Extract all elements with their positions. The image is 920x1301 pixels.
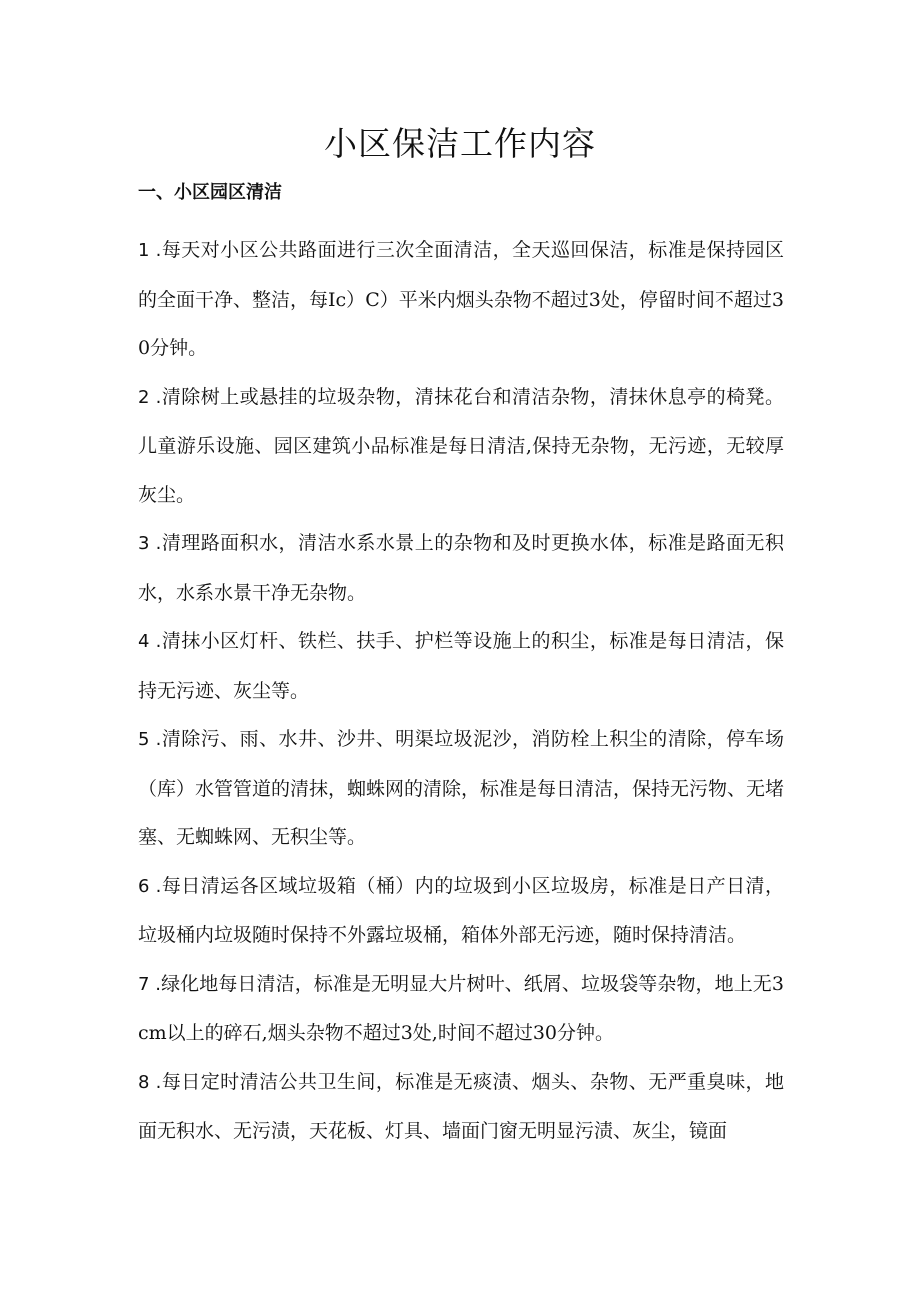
item-number: 5 .: [138, 729, 162, 750]
item-text: 每日定时清洁公共卫生间，标准是无痰渍、烟头、杂物、无严重臭味，地面无积水、无污渍，天花板、灯具、墙面门窗无明显污渍、灰尘，镜面: [138, 1070, 784, 1142]
list-item: [138, 715, 784, 862]
item-number: 8 .: [138, 1071, 162, 1093]
list-item: [138, 373, 784, 520]
item-number: 1 .: [138, 240, 162, 261]
list-item: [138, 960, 784, 1058]
item-number: 3 .: [138, 533, 162, 554]
item-text: 清理路面积水，清洁水系水景上的杂物和及时更换水体，标准是路面无积水，水系水景干净无杂物。: [138, 532, 784, 604]
item-text: 清除树上或悬挂的垃圾杂物，清抹花台和清洁杂物，清抹休息亭的椅凳。儿童游乐设施、园区建筑小品标准是每日清洁,保持无杂物，无污迹，无较厚灰尘。: [138, 385, 784, 506]
item-number: 2 .: [138, 386, 162, 408]
list-item: [138, 226, 784, 373]
item-text: 每日清运各区域垃圾箱（桶）内的垃圾到小区垃圾房，标准是日产日清，垃圾桶内垃圾随时保持不外露垃圾桶，箱体外部无污迹，随时保持清洁。: [138, 874, 784, 946]
document-title: 小区保洁工作内容: [324, 124, 596, 163]
list-item: [138, 519, 784, 617]
item-number: 6 .: [138, 875, 162, 897]
list-item: [138, 862, 784, 960]
list-item: [138, 617, 784, 715]
item-number: 4 .: [138, 631, 162, 652]
cleaning-items-list: [138, 226, 784, 1156]
section-heading: 一、小区园区清洁: [138, 182, 282, 203]
item-text: 每天对小区公共路面进行三次全面清洁，全天巡回保洁，标准是保持园区的全面干净、整洁，每Ic）C）平米内烟头杂物不超过3处，停留时间不超过30分钟。: [138, 239, 784, 359]
list-item: [138, 1058, 784, 1156]
item-text: 清抹小区灯杆、铁栏、扶手、护栏等设施上的积尘，标准是每日清洁，保持无污迹、灰尘等。: [138, 630, 784, 702]
item-number: 7 .: [138, 973, 161, 995]
item-text: 清除污、雨、水井、沙井、明渠垃圾泥沙，消防栓上积尘的清除，停车场（库）水管管道的清抹，蜘蛛网的清除，标准是每日清洁，保持无污物、无堵塞、无蜘蛛网、无积尘等。: [138, 728, 785, 848]
item-text: 绿化地每日清洁，标准是无明显大片树叶、纸屑、垃圾袋等杂物，地上无3cm以上的碎石,烟头杂物不超过3处,时间不超过30分钟。: [138, 972, 784, 1044]
